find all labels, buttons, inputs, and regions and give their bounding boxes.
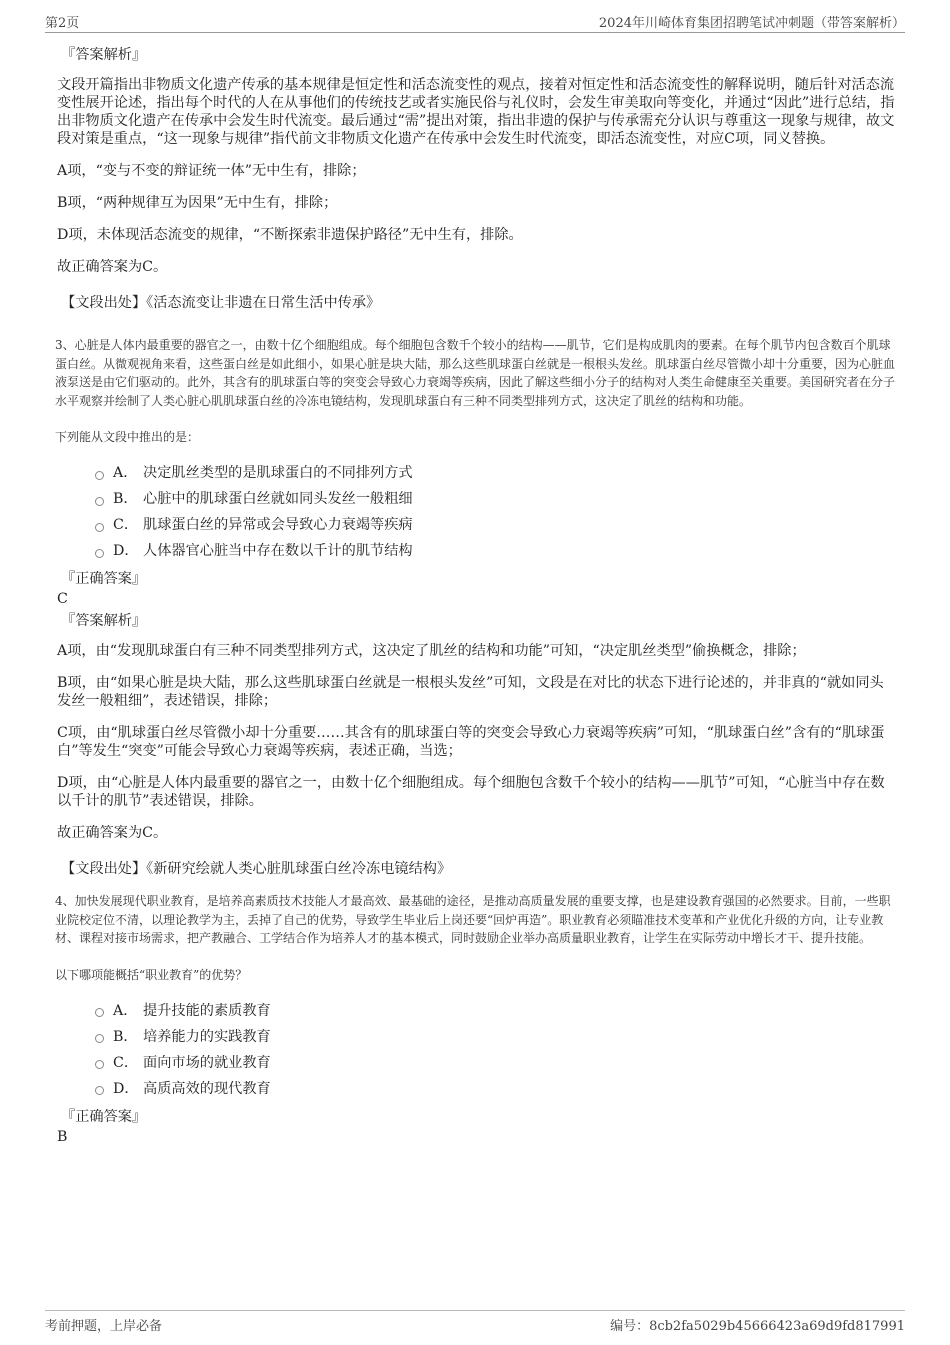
radio-button[interactable]	[95, 1086, 104, 1095]
question-3-text: 3、心脏是人体内最重要的器官之一，由数十亿个细胞组成。每个细胞包含数千个较小的结构——肌节，它们是构成肌肉的要素。在每个肌节内包含数百个肌球蛋白丝。从微观视角来看，这些蛋白丝是如此细小，如果心脏是块大陆，那么这些肌球蛋白丝就是一根根头发丝。肌球蛋白丝尽管微小却十分重要，因为心脏血液泵送是由它们驱动的。此外，其含有的肌球蛋白等的突变会导致心力衰竭等疾病，因此了解这些细小分子的结构对人类生命健康至关重要。美国研究者在分子水平观察并绘制了人类心脏心肌肌球蛋白丝的冷冻电镜结构，发现肌球蛋白有三种不同类型排列方式，这决定了肌丝的结构和功能。	[55, 338, 896, 408]
analysis-option-d: D项，未体现活态流变的规律，“不断探索非遗保护路径”无中生有，排除。	[57, 227, 523, 243]
analysis-option-a: A项，由“发现肌球蛋白有三种不同类型排列方式，这决定了肌丝的结构和功能”可知，“决定肌丝类型”偷换概念，排除；	[57, 643, 806, 659]
page-number: 第2页	[45, 16, 80, 31]
question-4-prompt: 以下哪项能概括“职业教育”的优势？	[55, 967, 248, 982]
analysis-option-a: A项，“变与不变的辩证统一体”无中生有，排除；	[57, 163, 366, 179]
option-letter: B．	[113, 491, 138, 507]
correct-answer: C	[57, 591, 68, 607]
option-letter: D．	[113, 1080, 139, 1097]
document-id: 编号：8cb2fa5029b45666423a69d9fd817991	[610, 1319, 905, 1334]
option-text: 高质高效的现代教育	[143, 1080, 271, 1097]
option-c[interactable]	[95, 512, 895, 538]
option-b[interactable]	[95, 486, 895, 512]
analysis-paragraph: 文段开篇指出非物质文化遗产传承的基本规律是恒定性和活态流变性的观点，接着对恒定性和活态流变性的解释说明，随后针对活态流变性展开论述，指出每个时代的人在从事他们的传统技艺或者实施民俗与礼仪时，会发生审美取向等变化，并通过“因此”进行总结，指出非物质文化遗产在传承中会发生时代流变。最后通过“需”提出对策，指出非遗的保护与传承需充分认识与尊重这一现象与规律，故文段对策是重点，“这一现象与规律”指代前文非物质文化遗产在传承中会发生时代流变，即活态流变性，对应C项，同义替换。	[57, 77, 895, 147]
option-a[interactable]	[95, 460, 895, 486]
page-header	[45, 12, 905, 33]
option-letter: A．	[113, 465, 138, 481]
radio-button[interactable]	[95, 471, 104, 480]
option-text: 面向市场的就业教育	[143, 1054, 271, 1071]
radio-button[interactable]	[95, 497, 104, 506]
radio-button[interactable]	[95, 1060, 104, 1069]
analysis-option-d: D项，由“心脏是人体内最重要的器官之一，由数十亿个细胞组成。每个细胞包含数千个较小的结构——肌节”可知，“心脏当中存在数以千计的肌节”表述错误，排除。	[57, 775, 885, 809]
question-4-text: 4、加快发展现代职业教育，是培养高素质技术技能人才最高效、最基础的途径，是推动高质量发展的重要支撑，也是建设教育强国的必然要求。目前，一些职业院校定位不清，以理论教学为主，丢掉了自己的优势，导致学生毕业后上岗还要“回炉再造”。职业教育必须瞄准技术变革和产业优化升级的方向，让专业教材、课程对接市场需求，把产教融合、工学结合作为培养人才的基本模式，同时鼓励企业举办高质量职业教育，让学生在实际劳动中增长才干、提升技能。	[55, 894, 891, 945]
document-body	[55, 44, 895, 1150]
correct-answer-label: 『正确答案』	[61, 1108, 147, 1125]
question-4-options	[95, 998, 895, 1102]
option-text: 培养能力的实践教育	[143, 1028, 271, 1045]
correct-answer: B	[57, 1128, 68, 1145]
option-text: 决定肌丝类型的是肌球蛋白的不同排列方式	[143, 465, 413, 481]
option-a[interactable]	[95, 998, 895, 1024]
analysis-option-c: C项，由“肌球蛋白丝尽管微小却十分重要……其含有的肌球蛋白等的突变会导致心力衰竭等疾病”可知，“肌球蛋白丝”含有的“肌球蛋白”等发生“突变”可能会导致心力衰竭等疾病，表述正确，当选；	[57, 725, 885, 759]
option-letter: B．	[113, 1028, 138, 1045]
radio-button[interactable]	[95, 1034, 104, 1043]
option-d[interactable]	[95, 538, 895, 564]
page-footer	[45, 1310, 905, 1339]
analysis-option-b: B项，“两种规律互为因果”无中生有，排除；	[57, 195, 338, 211]
correct-answer-label: 『正确答案』	[61, 571, 147, 587]
footer-slogan: 考前押题，上岸必备	[45, 1319, 163, 1334]
option-d[interactable]	[95, 1076, 895, 1102]
option-letter: C．	[113, 517, 139, 533]
correct-answer-statement: 故正确答案为C。	[57, 259, 168, 275]
correct-answer-statement: 故正确答案为C。	[57, 825, 168, 841]
analysis-label: 『答案解析』	[61, 613, 147, 629]
option-b[interactable]	[95, 1024, 895, 1050]
analysis-option-b: B项，由“如果心脏是块大陆，那么这些肌球蛋白丝就是一根根头发丝”可知，文段是在对比的状态下进行论述的，并非真的“就如同头发丝一般粗细”，表述错误，排除；	[57, 675, 884, 709]
option-text: 人体器官心脏当中存在数以千计的肌节结构	[143, 543, 413, 559]
option-letter: D．	[113, 543, 139, 559]
radio-button[interactable]	[95, 549, 104, 558]
question-3-options	[95, 460, 895, 564]
option-letter: C．	[113, 1054, 139, 1071]
option-text: 肌球蛋白丝的异常或会导致心力衰竭等疾病	[143, 517, 413, 533]
radio-button[interactable]	[95, 1008, 104, 1017]
question-3-prompt: 下列能从文段中推出的是：	[55, 430, 200, 444]
passage-source: 【文段出处】《新研究绘就人类心脏肌球蛋白丝冷冻电镜结构》	[61, 861, 452, 877]
option-c[interactable]	[95, 1050, 895, 1076]
analysis-label: 『答案解析』	[61, 47, 147, 63]
passage-source: 【文段出处】《活态流变让非遗在日常生活中传承》	[61, 295, 381, 311]
radio-button[interactable]	[95, 523, 104, 532]
option-letter: A．	[113, 1002, 138, 1019]
option-text: 提升技能的素质教育	[143, 1002, 271, 1019]
option-text: 心脏中的肌球蛋白丝就如同头发丝一般粗细	[143, 491, 413, 507]
document-title: 2024年川崎体育集团招聘笔试冲刺题（带答案解析）	[598, 16, 905, 31]
